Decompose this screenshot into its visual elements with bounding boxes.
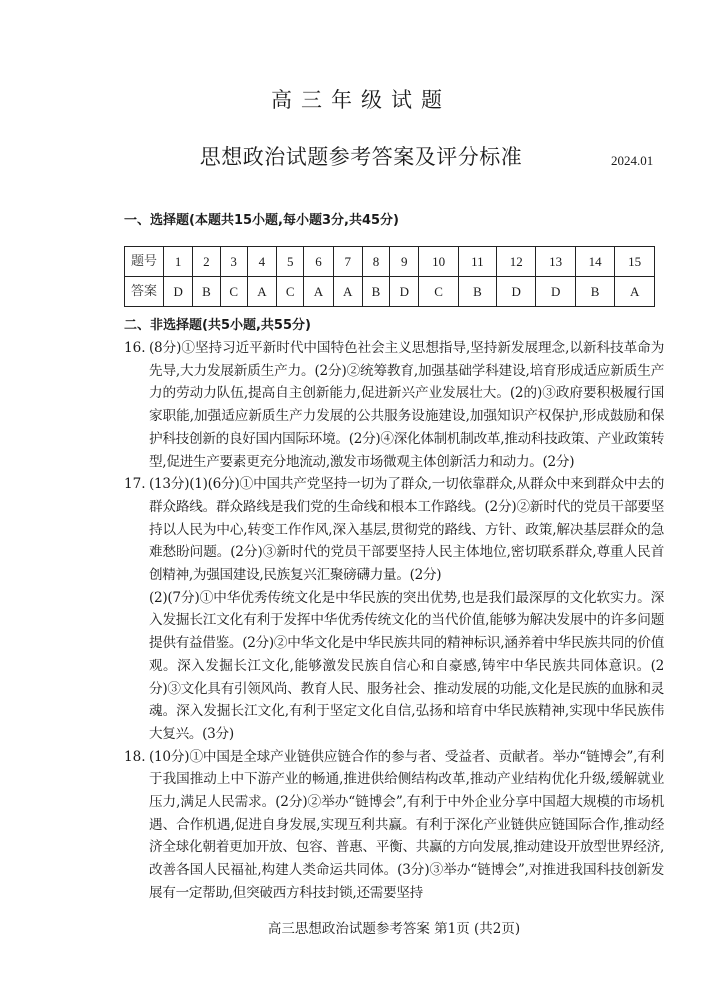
question-18-answer: (10分)①中国是全球产业链供应链合作的参与者、受益者、贡献者。举办“链博会”,有利于我国推动上中下游产业的畅通,推进供给侧结构改革,推动产业结构优化升级,缓解就业压力,满足人民需求。(2分)②举办“链博会”,有利于中外企业分享中国超大规模的市场机遇、合作机遇,促进自身发展,实现互利共赢。有利于深化产业链供应链国际合作,推动经济全球化朝着更加开放、包容、普惠、平衡、共赢的方向发展,推动建设开放型世界经济,改善各国人民福祉,构建人类命运共同体。(3分)③举办“链博会”,对推进我国科技创新发展有一定帮助,但突破西方科技封锁,还需要坚持: [149, 748, 664, 901]
answer-cell: A: [304, 277, 333, 307]
question-number-label: 17.: [124, 476, 146, 493]
question-16-answer: (8分)①坚持习近平新时代中国特色社会主义思想指导,坚持新发展理念,以新科技革命为先导,大力发展新质生产力。(2分)②统筹教育,加强基础学科建设,培育形成适应新质生产力的劳动力队伍,提高自主创新能力,促进新兴产业发展壮大。(2的)③政府要积极履行国家职能,加强适应新质生产力发展的公共服务设施建设,加强知识产权保护,形成鼓励和保护科技创新的良好国内国际环境。(2分)④深化体制机制改革,推动科技政策、产业政策转型,促进生产要素更充分地流动,激发市场微观主体创新活力和动力。(2分): [149, 340, 664, 470]
question-number: 8: [362, 247, 389, 277]
answer-cell: D: [536, 277, 575, 307]
answer-cell: C: [419, 277, 458, 307]
answer-cell: B: [575, 277, 614, 307]
question-number: 7: [333, 247, 362, 277]
question-number: 15: [615, 247, 655, 277]
answer-cell: C: [220, 277, 247, 307]
answer-cell: D: [164, 277, 193, 307]
row-label-question: 题号: [125, 247, 164, 277]
question-number: 11: [458, 247, 496, 277]
question-18: [124, 746, 664, 905]
answers-body: [124, 337, 664, 905]
answer-cell: B: [458, 277, 496, 307]
answer-table: [124, 246, 655, 307]
section-2: [124, 315, 664, 939]
question-number: 4: [247, 247, 276, 277]
question-number-row: [125, 247, 655, 277]
question-number: 14: [575, 247, 614, 277]
answer-cell: D: [497, 277, 536, 307]
question-number: 6: [304, 247, 333, 277]
question-number-label: 18.: [124, 748, 146, 765]
page-footer: 高三思想政治试题参考答案 第1页 (共2页): [267, 920, 521, 937]
question-number: 3: [220, 247, 247, 277]
answer-cell: D: [390, 277, 419, 307]
question-number: 12: [497, 247, 536, 277]
exam-title: 高三年级试题: [271, 88, 451, 112]
answer-cell: A: [615, 277, 655, 307]
document-date: 2024.01: [611, 153, 654, 168]
row-label-answer: 答案: [125, 277, 164, 307]
answer-cell: B: [193, 277, 220, 307]
question-17-part-1: (13分)(1)(6分)①中国共产党坚持一切为了群众,一切依靠群众,从群众中来到群众中去的群众路线。群众路线是我们党的生命线和根本工作路线。(2分)②新时代的党员干部要坚持以人民为中心,转变工作作风,深入基层,贯彻党的路线、方针、政策,解决基层群众的急难愁盼问题。(2分)③新时代的党员干部要坚持人民主体地位,密切联系群众,尊重人民首创精神,为强国建设,民族复兴汇聚磅礴力量。(2分): [149, 476, 664, 584]
question-number: 2: [193, 247, 220, 277]
answer-cell: B: [362, 277, 389, 307]
question-17-part-2: (2)(7分)①中华优秀传统文化是中华民族的突出优势,也是我们最深厚的文化软实力。深入发掘长江文化有利于发挥中华优秀传统文化的当代价值,能够为解决发展中的许多问题提供有益借鉴。(2分)②中华文化是中华民族共同的精神标识,涵养着中华民族共同的价值观。深入发掘长江文化,能够激发民族自信心和自豪感,铸牢中华民族共同体意识。(2分)③文化具有引领风尚、教育人民、服务社会、推动发展的功能,文化是民族的血脉和灵魂。深入发掘长江文化,有利于坚定文化自信,弘扬和培育中华民族精神,实现中华民族伟大复兴。(3分): [149, 589, 664, 742]
question-number: 13: [536, 247, 575, 277]
section-1-heading: 一、选择题(本题共15小题,每小题3分,共45分): [124, 213, 399, 228]
answer-cell: A: [333, 277, 362, 307]
document-title: 思想政治试题参考答案及评分标准: [199, 145, 523, 169]
question-16: [124, 337, 664, 473]
answer-row: [125, 277, 655, 307]
question-number: 10: [419, 247, 458, 277]
section-2-heading: 二、非选择题(共5小题,共55分): [124, 318, 311, 333]
answer-cell: A: [247, 277, 276, 307]
question-number: 9: [390, 247, 419, 277]
question-number: 1: [164, 247, 193, 277]
question-number-label: 16.: [124, 340, 146, 356]
question-number: 5: [277, 247, 304, 277]
question-17: [124, 473, 664, 745]
answer-cell: C: [277, 277, 304, 307]
